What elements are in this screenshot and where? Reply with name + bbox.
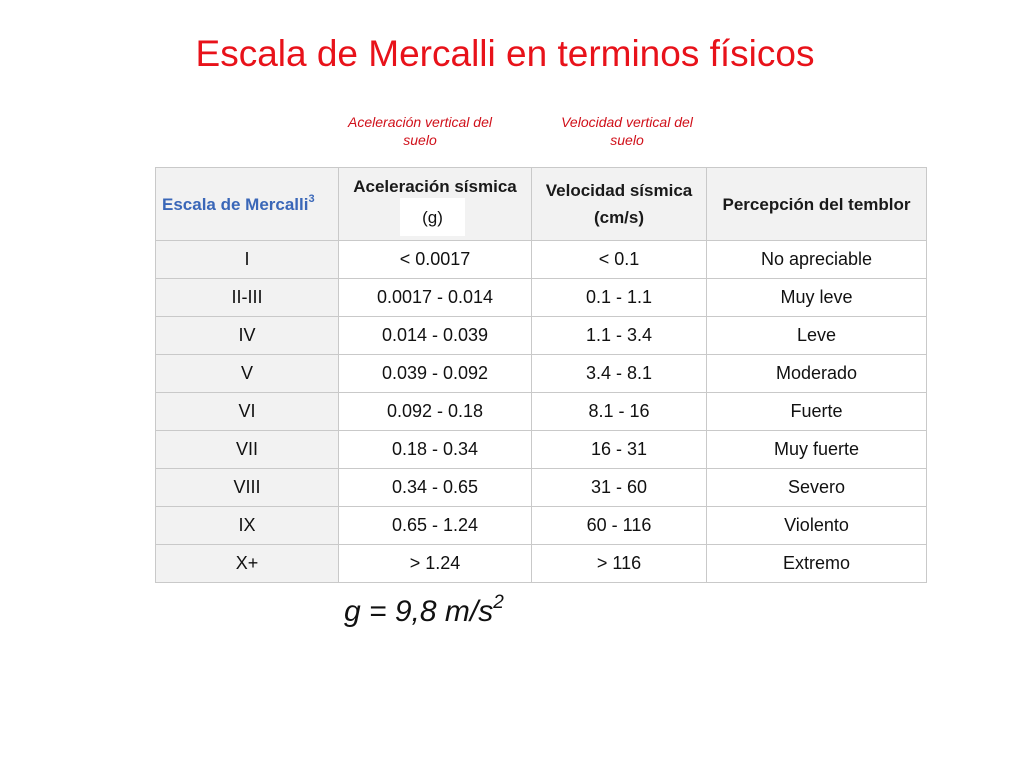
acceleration-note: Aceleración vertical del suelo xyxy=(348,114,492,145)
gravity-formula xyxy=(344,592,504,632)
cell-velocity: > 116 xyxy=(532,545,707,583)
cell-scale: VI xyxy=(156,393,339,431)
cell-velocity: 0.1 - 1.1 xyxy=(532,279,707,317)
cell-perception: No apreciable xyxy=(707,241,927,279)
cell-scale: X+ xyxy=(156,545,339,583)
table-header-row xyxy=(156,168,927,241)
cell-acceleration: 0.0017 - 0.014 xyxy=(339,279,532,317)
cell-perception: Severo xyxy=(707,469,927,507)
cell-velocity: 31 - 60 xyxy=(532,469,707,507)
table-body xyxy=(156,241,927,583)
cell-velocity: < 0.1 xyxy=(532,241,707,279)
table-row xyxy=(156,507,927,545)
cell-acceleration: 0.34 - 0.65 xyxy=(339,469,532,507)
cell-acceleration: 0.039 - 0.092 xyxy=(339,355,532,393)
acceleration-unit-label: (g) xyxy=(400,198,465,236)
cell-scale: VII xyxy=(156,431,339,469)
table-row xyxy=(156,279,927,317)
cell-scale: V xyxy=(156,355,339,393)
header-velocity xyxy=(532,168,707,241)
cell-acceleration: > 1.24 xyxy=(339,545,532,583)
cell-perception: Extremo xyxy=(707,545,927,583)
formula-exponent: 2 xyxy=(493,592,504,613)
cell-acceleration: 0.014 - 0.039 xyxy=(339,317,532,355)
table-row xyxy=(156,393,927,431)
cell-scale: IX xyxy=(156,507,339,545)
slide-title: Escala de Mercalli en terminos físicos xyxy=(195,33,815,74)
table-row xyxy=(156,469,927,507)
cell-acceleration: < 0.0017 xyxy=(339,241,532,279)
cell-perception: Fuerte xyxy=(707,393,927,431)
cell-perception: Violento xyxy=(707,507,927,545)
header-scale-label: Escala de Mercalli xyxy=(162,194,309,214)
table-row xyxy=(156,317,927,355)
cell-scale: VIII xyxy=(156,469,339,507)
cell-scale: I xyxy=(156,241,339,279)
cell-acceleration: 0.092 - 0.18 xyxy=(339,393,532,431)
mercalli-table xyxy=(155,167,927,583)
cell-velocity: 16 - 31 xyxy=(532,431,707,469)
header-velocity-label: Velocidad sísmica xyxy=(545,181,693,200)
header-velocity-unit: (cm/s) xyxy=(593,208,645,227)
cell-velocity: 1.1 - 3.4 xyxy=(532,317,707,355)
formula-text: g = 9,8 m/s xyxy=(344,595,494,628)
cell-acceleration: 0.65 - 1.24 xyxy=(339,507,532,545)
cell-velocity: 3.4 - 8.1 xyxy=(532,355,707,393)
cell-perception: Muy leve xyxy=(707,279,927,317)
cell-velocity: 8.1 - 16 xyxy=(532,393,707,431)
header-acceleration: Aceleración sísmica xyxy=(339,168,532,241)
table-row xyxy=(156,431,927,469)
table-row xyxy=(156,355,927,393)
cell-scale: II-III xyxy=(156,279,339,317)
header-perception: Percepción del temblor xyxy=(707,168,927,241)
cell-scale: IV xyxy=(156,317,339,355)
cell-perception: Moderado xyxy=(707,355,927,393)
cell-perception: Leve xyxy=(707,317,927,355)
cell-acceleration: 0.18 - 0.34 xyxy=(339,431,532,469)
velocity-note: Velocidad vertical del suelo xyxy=(561,114,693,145)
table-row xyxy=(156,241,927,279)
header-scale xyxy=(156,168,339,241)
cell-velocity: 60 - 116 xyxy=(532,507,707,545)
cell-perception: Muy fuerte xyxy=(707,431,927,469)
header-scale-ref: 3 xyxy=(308,192,315,205)
table-row xyxy=(156,545,927,583)
